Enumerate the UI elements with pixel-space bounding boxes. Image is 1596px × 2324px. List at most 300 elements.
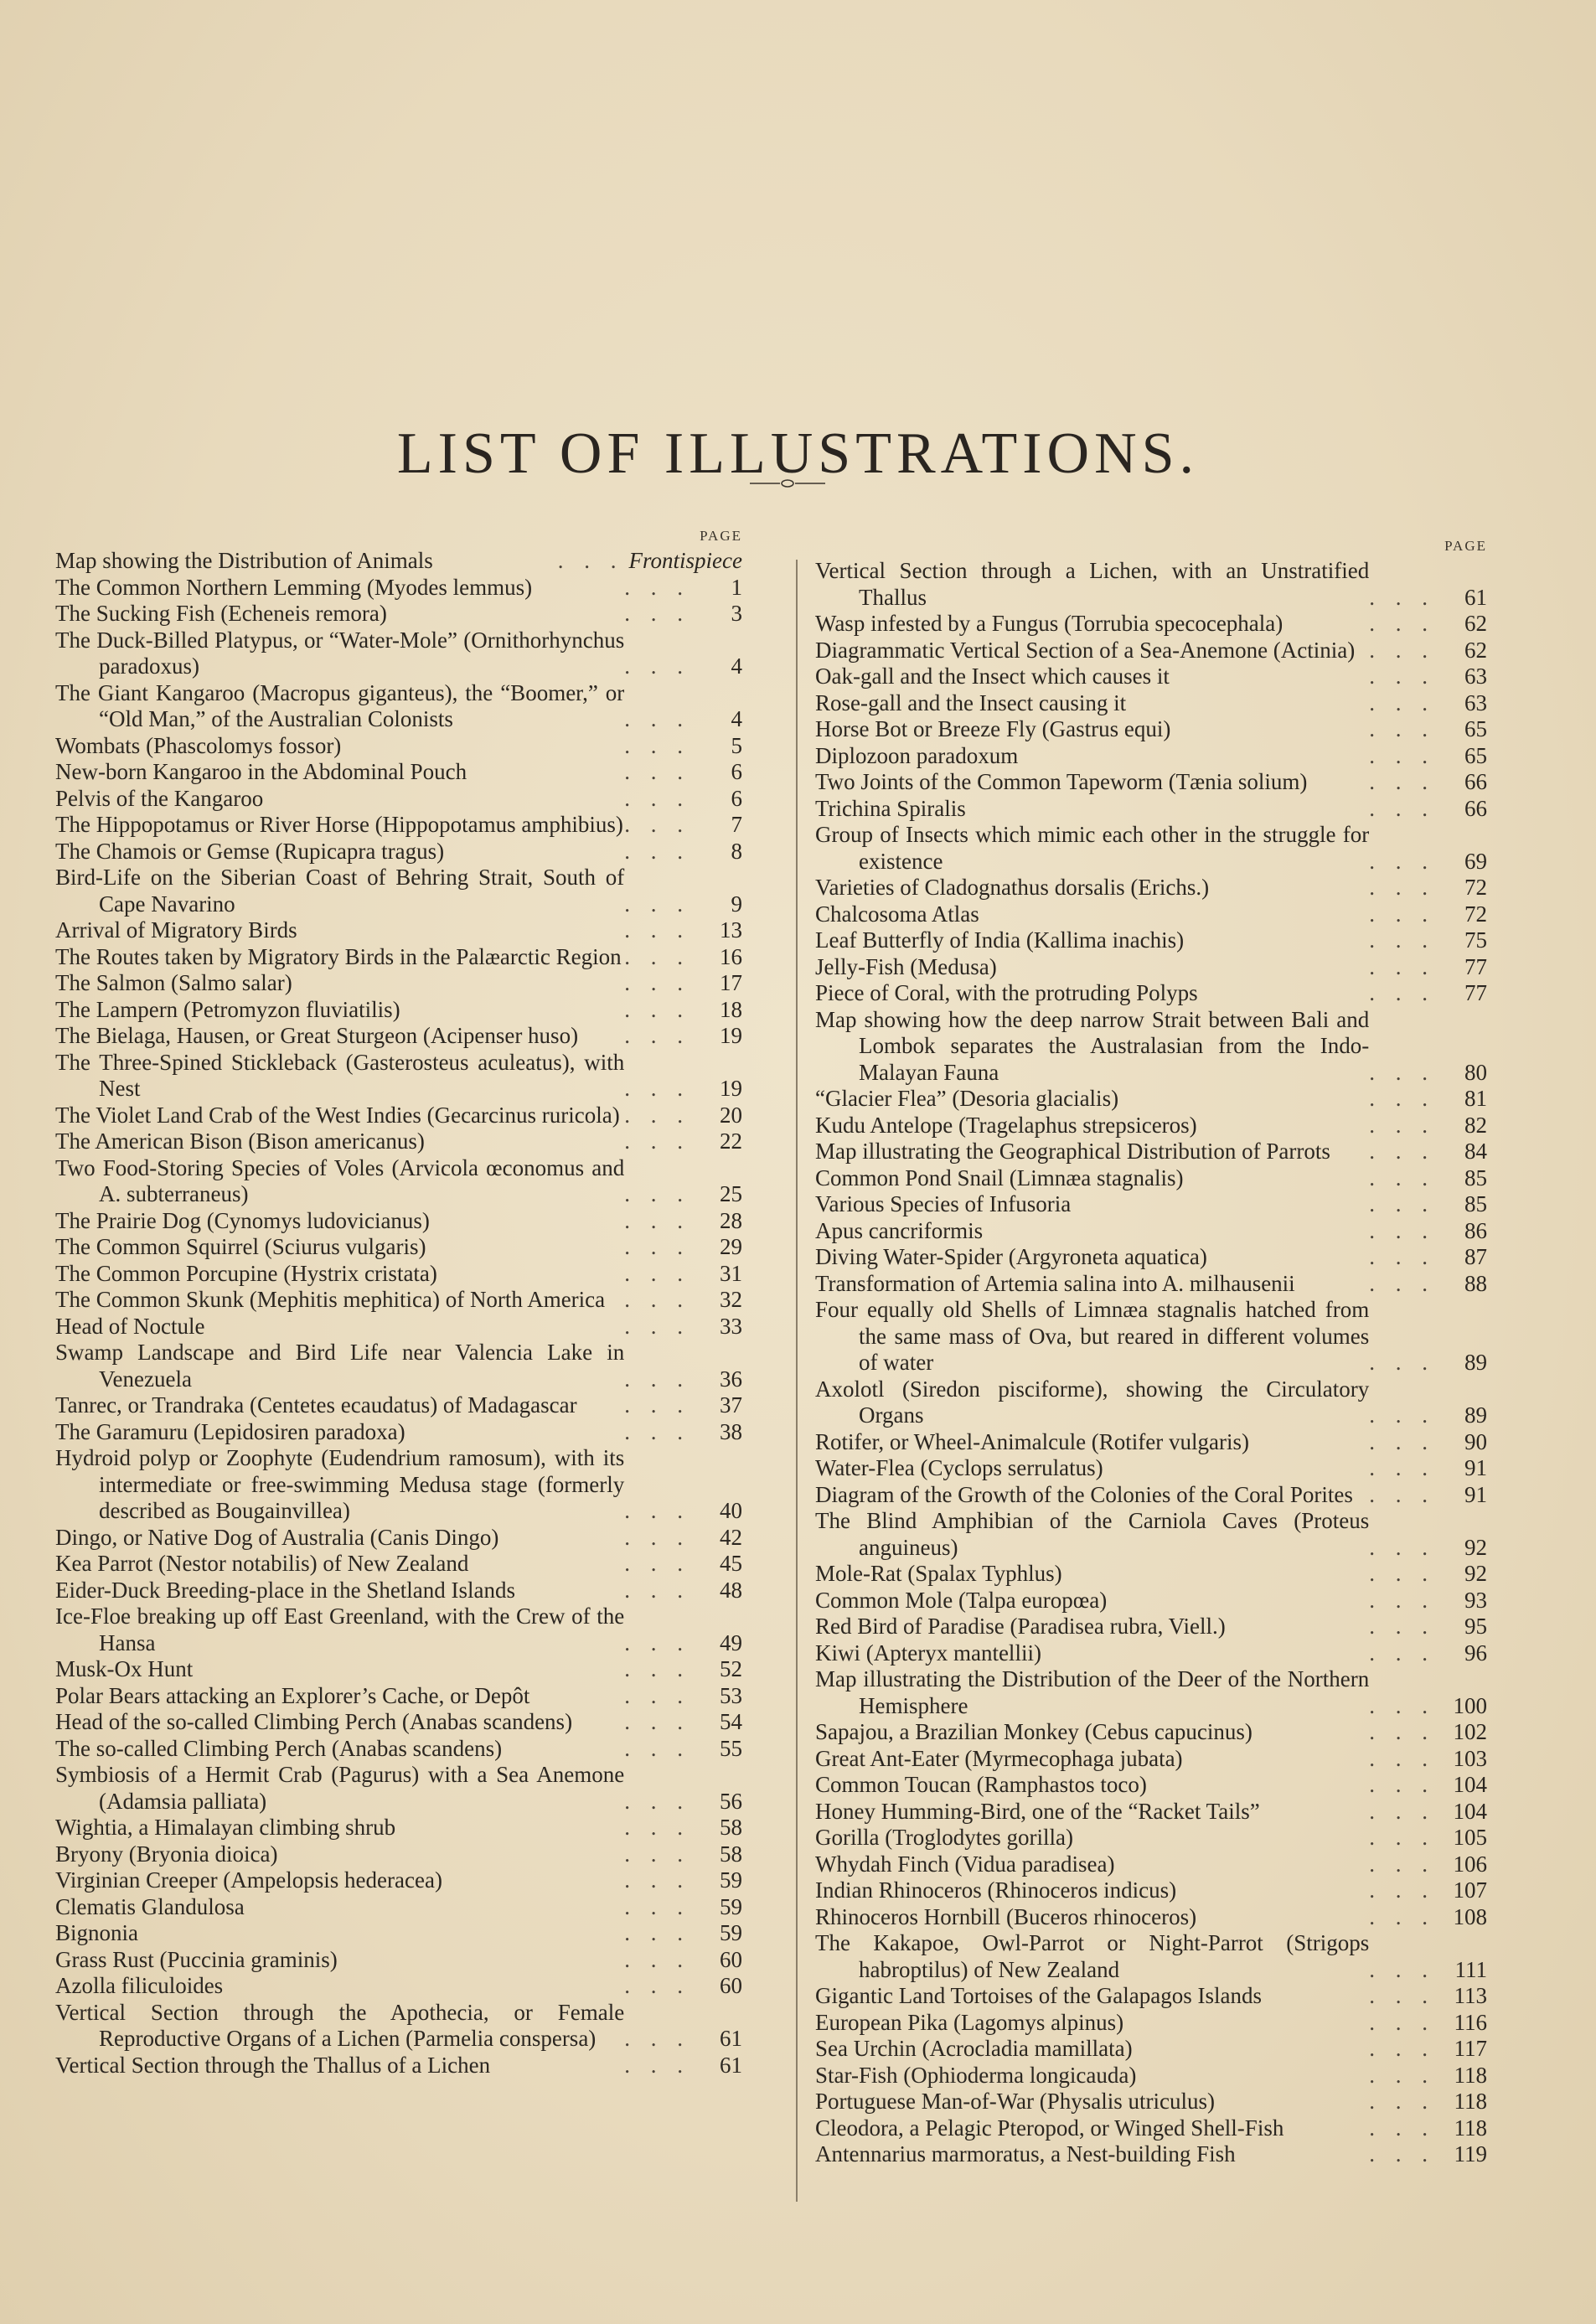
list-item bbox=[815, 743, 1487, 770]
page-number: 65 bbox=[1464, 742, 1487, 768]
list-item bbox=[815, 1429, 1487, 1456]
page-number: 55 bbox=[720, 1735, 742, 1761]
leader-dots: . . . bbox=[1369, 2115, 1435, 2141]
entry-title: Map showing the Distribution of Animals bbox=[55, 548, 433, 573]
page-number: 75 bbox=[1464, 927, 1487, 953]
list-item bbox=[815, 1877, 1487, 1904]
list-item bbox=[55, 1894, 742, 1921]
list-item bbox=[815, 558, 1487, 611]
list-item bbox=[815, 769, 1487, 796]
leader-dots: . . . bbox=[1369, 1059, 1435, 1085]
list-item bbox=[815, 1614, 1487, 1640]
list-item bbox=[55, 1287, 742, 1314]
page-number: 28 bbox=[720, 1207, 742, 1233]
entry-title: Bignonia bbox=[55, 1920, 138, 1945]
leader-dots: . . . bbox=[624, 1867, 690, 1893]
list-item bbox=[815, 1139, 1487, 1165]
page-number: 4 bbox=[731, 653, 742, 679]
entry-title: Vertical Section through the Apothecia, or Female Reproductive Organs of a Lichen (Parmelia conspersa) bbox=[55, 1999, 625, 2051]
entry-title: Piece of Coral, with the protruding Polyps bbox=[815, 980, 1198, 1005]
page-column-header: PAGE bbox=[1444, 538, 1487, 554]
list-item bbox=[815, 611, 1487, 638]
entry-title: The Lampern (Petromyzon fluviatilis) bbox=[55, 996, 400, 1022]
list-item bbox=[55, 680, 742, 733]
leader-dots: . . . bbox=[624, 1682, 690, 1708]
page-number: 92 bbox=[1464, 1534, 1487, 1560]
leader-dots: . . . bbox=[1369, 1350, 1435, 1375]
page-number: 85 bbox=[1464, 1165, 1487, 1190]
leader-dots: . . . bbox=[624, 1102, 690, 1128]
page-number: 92 bbox=[1464, 1561, 1487, 1586]
leader-dots: . . . bbox=[1369, 1614, 1435, 1639]
entry-title: Antennarius marmoratus, a Nest-building Fish bbox=[815, 2141, 1236, 2166]
leader-dots: . . . bbox=[1369, 1587, 1435, 1613]
page-number: 82 bbox=[1464, 1112, 1487, 1138]
list-item bbox=[55, 1392, 742, 1419]
entry-title: Cleodora, a Pelagic Pteropod, or Winged Shell-Fish bbox=[815, 2115, 1284, 2141]
page-number: 45 bbox=[720, 1551, 742, 1576]
leader-dots: . . . bbox=[1369, 689, 1435, 715]
entry-title: Four equally old Shells of Limnæa stagnalis hatched from the same mass of Ova, but reared in different volumes of water bbox=[815, 1297, 1370, 1375]
entry-title: Water-Flea (Cyclops serrulatus) bbox=[815, 1455, 1103, 1480]
entry-title: The Giant Kangaroo (Macropus giganteus), the “Boomer,” or “Old Man,” of the Australian Colonists bbox=[55, 679, 625, 731]
entry-title: The Kakapoe, Owl-Parrot or Night-Parrot (Strigops habroptilus) of New Zealand bbox=[815, 1930, 1370, 1982]
page-number: 100 bbox=[1453, 1692, 1487, 1718]
entry-title: Common Toucan (Ramphastos toco) bbox=[815, 1772, 1147, 1797]
leader-dots: . . . bbox=[1369, 769, 1435, 794]
leader-dots: . . . bbox=[1369, 611, 1435, 636]
entry-title: Map illustrating the Distribution of the Deer of the Northern Hemisphere bbox=[815, 1666, 1370, 1718]
leader-dots: . . . bbox=[624, 943, 690, 969]
list-item bbox=[55, 1551, 742, 1578]
entry-title: Common Mole (Talpa europœa) bbox=[815, 1587, 1108, 1613]
page-number: 20 bbox=[720, 1102, 742, 1128]
entry-title: Portuguese Man-of-War (Physalis utriculus) bbox=[815, 2089, 1215, 2114]
list-item bbox=[55, 1683, 742, 1710]
entry-title: Diving Water-Spider (Argyroneta aquatica) bbox=[815, 1244, 1207, 1269]
page-number: 36 bbox=[720, 1366, 742, 1392]
entry-title: Various Species of Infusoria bbox=[815, 1191, 1072, 1216]
list-item bbox=[55, 733, 742, 760]
leader-dots: . . . bbox=[1369, 875, 1435, 900]
page-number: 89 bbox=[1464, 1402, 1487, 1428]
page-number: 72 bbox=[1464, 901, 1487, 927]
entry-title: Clematis Glandulosa bbox=[55, 1893, 245, 1919]
page-title: LIST OF ILLUSTRATIONS. bbox=[396, 421, 1200, 486]
list-item bbox=[815, 1772, 1487, 1799]
list-item bbox=[815, 1455, 1487, 1482]
entry-title: Varieties of Cladognathus dorsalis (Erichs.) bbox=[815, 875, 1210, 900]
page-number: 60 bbox=[720, 1946, 742, 1972]
page-number: 22 bbox=[720, 1128, 742, 1154]
list-item bbox=[55, 786, 742, 813]
list-item bbox=[55, 1128, 742, 1155]
list-item bbox=[815, 2115, 1487, 2142]
list-item bbox=[55, 1815, 742, 1841]
entry-title: Tanrec, or Trandraka (Centetes ecaudatus) of Madagascar bbox=[55, 1392, 577, 1418]
page-number: 4 bbox=[731, 706, 742, 731]
leader-dots: . . . bbox=[1369, 848, 1435, 874]
entry-title: Trichina Spiralis bbox=[815, 795, 966, 821]
leader-dots: . . . bbox=[624, 653, 690, 679]
list-item bbox=[815, 1482, 1487, 1509]
list-item bbox=[55, 1525, 742, 1552]
entry-title: Oak-gall and the Insect which causes it bbox=[815, 664, 1170, 689]
leader-dots: . . . bbox=[1369, 1481, 1435, 1507]
list-item bbox=[55, 839, 742, 865]
leader-dots: . . . bbox=[624, 1946, 690, 1972]
page-number: 65 bbox=[1464, 716, 1487, 741]
leader-dots: . . . bbox=[624, 1656, 690, 1681]
entry-title: Jelly-Fish (Medusa) bbox=[815, 953, 997, 979]
page-number: 18 bbox=[720, 996, 742, 1022]
page-number: 102 bbox=[1453, 1719, 1487, 1744]
page-number: 33 bbox=[720, 1313, 742, 1339]
entry-title: Horse Bot or Breeze Fly (Gastrus equi) bbox=[815, 716, 1171, 741]
entry-title: Star-Fish (Ophioderma longicauda) bbox=[815, 2062, 1137, 2088]
page-number: 88 bbox=[1464, 1270, 1487, 1296]
leader-dots: . . . bbox=[1369, 1244, 1435, 1269]
list-item bbox=[55, 1762, 742, 1815]
title-ornament-icon bbox=[750, 478, 825, 489]
entry-title: Head of Noctule bbox=[55, 1313, 205, 1339]
page-number: 96 bbox=[1464, 1640, 1487, 1666]
list-item bbox=[55, 2000, 742, 2053]
leader-dots: . . . bbox=[1369, 1640, 1435, 1666]
leader-dots: . . . bbox=[624, 2026, 690, 2051]
leader-dots: . . . bbox=[1369, 953, 1435, 979]
leader-dots: . . . bbox=[1369, 1217, 1435, 1243]
entry-title: Gorilla (Troglodytes gorilla) bbox=[815, 1825, 1073, 1850]
page-number: 25 bbox=[720, 1181, 742, 1206]
leader-dots: . . . bbox=[1369, 664, 1435, 689]
leader-dots: . . . bbox=[1369, 1270, 1435, 1296]
leader-dots: . . . bbox=[624, 996, 690, 1022]
page-number: 63 bbox=[1464, 689, 1487, 715]
entry-title: The Three-Spined Stickleback (Gasterosteus aculeatus), with Nest bbox=[55, 1049, 625, 1101]
entry-title: The Duck-Billed Platypus, or “Water-Mole” (Ornithorhynchus paradoxus) bbox=[55, 627, 625, 679]
entry-title: The Garamuru (Lepidosiren paradoxa) bbox=[55, 1418, 405, 1444]
leader-dots: . . . bbox=[624, 1207, 690, 1233]
list-item bbox=[55, 865, 742, 917]
entry-title: European Pika (Lagomys alpinus) bbox=[815, 2009, 1124, 2035]
page-number: 19 bbox=[720, 1023, 742, 1048]
entry-title: The Common Skunk (Mephitis mephitica) of North America bbox=[55, 1287, 606, 1312]
list-item bbox=[55, 1103, 742, 1129]
page-number: 117 bbox=[1454, 2036, 1487, 2061]
page-number: 107 bbox=[1453, 1877, 1487, 1903]
entry-title: Indian Rhinoceros (Rhinoceros indicus) bbox=[815, 1877, 1177, 1903]
entry-title: Two Joints of the Common Tapeworm (Tænia solium) bbox=[815, 769, 1308, 794]
entry-title: New-born Kangaroo in the Abdominal Pouch bbox=[55, 759, 467, 784]
page-number: 84 bbox=[1464, 1139, 1487, 1164]
leader-dots: . . . bbox=[624, 2052, 690, 2078]
list-item bbox=[55, 1947, 742, 1974]
list-item bbox=[815, 1376, 1487, 1429]
list-item bbox=[815, 1930, 1487, 1983]
entry-title: The Common Northern Lemming (Myodes lemmus) bbox=[55, 574, 533, 600]
entry-title: Kudu Antelope (Tragelaphus strepsiceros) bbox=[815, 1112, 1197, 1138]
page-number: 66 bbox=[1464, 769, 1487, 794]
leader-dots: . . . bbox=[1369, 1983, 1435, 2008]
entry-title: Gigantic Land Tortoises of the Galapagos Islands bbox=[815, 1983, 1262, 2008]
list-item bbox=[815, 954, 1487, 981]
page-number: 106 bbox=[1453, 1851, 1487, 1877]
page-number: 104 bbox=[1453, 1772, 1487, 1797]
page-number: 103 bbox=[1453, 1745, 1487, 1771]
page-number: 61 bbox=[1464, 584, 1487, 610]
entry-title: Hydroid polyp or Zoophyte (Eudendrium ramosum), with its intermediate or free-swimming Medusa stage (formerly described as Bougainvillea) bbox=[55, 1445, 625, 1523]
page-number: 54 bbox=[720, 1709, 742, 1734]
leader-dots: . . . bbox=[624, 1577, 690, 1603]
entry-title: Ice-Floe breaking up off East Greenland, with the Crew of the Hansa bbox=[55, 1604, 625, 1655]
page-number: 111 bbox=[1454, 1956, 1487, 1982]
list-item bbox=[815, 875, 1487, 901]
leader-dots: . . . bbox=[1369, 1428, 1435, 1454]
entry-title: Map showing how the deep narrow Strait between Bali and Lombok separates the Australasian from the Indo-Malayan Fauna bbox=[815, 1006, 1370, 1085]
page-number: 19 bbox=[720, 1076, 742, 1101]
entry-title: The Hippopotamus or River Horse (Hippopotamus amphibius) bbox=[55, 812, 623, 837]
entry-title: Mole-Rat (Spalax Typhlus) bbox=[815, 1561, 1062, 1586]
entry-title: The Violet Land Crab of the West Indies (Gecarcinus ruricola) bbox=[55, 1102, 620, 1128]
leader-dots: . . . bbox=[624, 1287, 690, 1312]
page-number: 108 bbox=[1453, 1903, 1487, 1929]
list-item bbox=[815, 822, 1487, 875]
page-number: 80 bbox=[1464, 1059, 1487, 1085]
leader-dots: . . . bbox=[624, 1920, 690, 1945]
entry-title: Sapajou, a Brazilian Monkey (Cebus capucinus) bbox=[815, 1719, 1253, 1744]
list-item bbox=[55, 2053, 742, 2079]
entry-title: Symbiosis of a Hermit Crab (Pagurus) with a Sea Anemone (Adamsia palliata) bbox=[55, 1762, 625, 1814]
page-number: 3 bbox=[731, 601, 742, 626]
page-number: 32 bbox=[720, 1287, 742, 1312]
leader-dots: . . . bbox=[624, 1418, 690, 1444]
list-item bbox=[815, 1191, 1487, 1218]
page-number: 118 bbox=[1454, 2115, 1487, 2141]
entry-title: Bryony (Bryonia dioica) bbox=[55, 1841, 278, 1867]
page-number: 81 bbox=[1464, 1086, 1487, 1111]
leader-dots: . . . bbox=[624, 1893, 690, 1919]
list-item bbox=[815, 1561, 1487, 1588]
entry-title: Diagrammatic Vertical Section of a Sea-Anemone (Actinia) bbox=[815, 637, 1356, 663]
leader-dots: . . . bbox=[624, 1524, 690, 1550]
entry-title: The Bielaga, Hausen, or Great Sturgeon (Acipenser huso) bbox=[55, 1023, 579, 1048]
list-item bbox=[815, 1719, 1487, 1746]
leader-dots: . . . bbox=[1369, 1402, 1435, 1428]
entry-title: Musk-Ox Hunt bbox=[55, 1656, 194, 1681]
list-item bbox=[815, 1086, 1487, 1113]
list-item bbox=[815, 901, 1487, 928]
page-number: 8 bbox=[731, 838, 742, 864]
entry-title: Chalcosoma Atlas bbox=[815, 901, 979, 927]
leader-dots: . . . bbox=[1369, 1534, 1435, 1560]
list-item bbox=[815, 1113, 1487, 1139]
leader-dots: . . . bbox=[624, 1366, 690, 1392]
entry-title: Great Ant-Eater (Myrmecophaga jubata) bbox=[815, 1745, 1183, 1771]
leader-dots: . . . bbox=[1369, 637, 1435, 663]
page-number: 113 bbox=[1454, 1983, 1487, 2008]
page-number: 60 bbox=[720, 1973, 742, 1998]
list-item bbox=[55, 1656, 742, 1683]
page-number: 104 bbox=[1453, 1798, 1487, 1824]
page-number: 59 bbox=[720, 1920, 742, 1945]
leader-dots: . . . bbox=[1369, 1825, 1435, 1850]
page-number: 105 bbox=[1453, 1825, 1487, 1850]
leader-dots: . . . bbox=[624, 1234, 690, 1259]
leader-dots: . . . bbox=[1369, 742, 1435, 768]
page-number: 62 bbox=[1464, 637, 1487, 663]
entry-title: Eider-Duck Breeding-place in the Shetland Islands bbox=[55, 1577, 516, 1603]
leader-dots: . . . bbox=[624, 1392, 690, 1418]
entry-title: Common Pond Snail (Limnæa stagnalis) bbox=[815, 1165, 1184, 1190]
leader-dots: . . . bbox=[624, 1841, 690, 1867]
page-number: 118 bbox=[1454, 2062, 1487, 2088]
entry-title: The Sucking Fish (Echeneis remora) bbox=[55, 601, 387, 626]
entry-title: Virginian Creeper (Ampelopsis hederacea) bbox=[55, 1867, 442, 1893]
page-number: 91 bbox=[1464, 1481, 1487, 1507]
leader-dots: . . . bbox=[624, 1313, 690, 1339]
list-item bbox=[815, 2010, 1487, 2037]
list-item bbox=[815, 1825, 1487, 1851]
page-number: 89 bbox=[1464, 1350, 1487, 1375]
entry-title: Vertical Section through the Thallus of a Lichen bbox=[55, 2052, 491, 2078]
list-item bbox=[815, 1244, 1487, 1271]
list-item bbox=[55, 1155, 742, 1208]
entry-title: Rose-gall and the Insect causing it bbox=[815, 689, 1127, 715]
leader-dots: . . . bbox=[624, 1551, 690, 1576]
page-number: 87 bbox=[1464, 1244, 1487, 1269]
leader-dots: . . . bbox=[1369, 1561, 1435, 1586]
page-number: 58 bbox=[720, 1841, 742, 1867]
leader-dots: . . . bbox=[624, 1076, 690, 1101]
page-number: 66 bbox=[1464, 795, 1487, 821]
entry-title: The Blind Amphibian of the Carniola Caves (Proteus anguineus) bbox=[815, 1508, 1370, 1560]
entry-title: The Routes taken by Migratory Birds in the Palæarctic Region bbox=[55, 943, 622, 969]
entry-title: Transformation of Artemia salina into A. milhausenii bbox=[815, 1270, 1295, 1296]
page-number: 77 bbox=[1464, 980, 1487, 1005]
entry-title: Group of Insects which mimic each other in the struggle for existence bbox=[815, 822, 1370, 874]
entry-title: “Glacier Flea” (Desoria glacialis) bbox=[815, 1086, 1119, 1111]
page-number: 52 bbox=[720, 1656, 742, 1681]
page-number: 118 bbox=[1454, 2089, 1487, 2114]
leader-dots: . . . bbox=[1369, 584, 1435, 610]
list-item bbox=[815, 1904, 1487, 1931]
list-item bbox=[55, 1419, 742, 1446]
entry-title: Pelvis of the Kangaroo bbox=[55, 785, 264, 811]
entry-title: Vertical Section through a Lichen, with an Unstratified Thallus bbox=[815, 558, 1370, 610]
page-number: 116 bbox=[1454, 2009, 1487, 2035]
leader-dots: . . . bbox=[1369, 927, 1435, 953]
page-number: 72 bbox=[1464, 875, 1487, 900]
list-item bbox=[55, 548, 742, 575]
leader-dots: . . . bbox=[1369, 1798, 1435, 1824]
list-item bbox=[815, 1851, 1487, 1878]
page-number: 49 bbox=[720, 1629, 742, 1655]
page-number: 5 bbox=[731, 732, 742, 758]
entry-title: Rotifer, or Wheel-Animalcule (Rotifer vulgaris) bbox=[815, 1428, 1249, 1454]
entry-title: The Chamois or Gemse (Rupicapra tragus) bbox=[55, 838, 445, 864]
entry-title: Axolotl (Siredon pisciforme), showing the Circulatory Organs bbox=[815, 1376, 1370, 1428]
leader-dots: . . . bbox=[624, 1709, 690, 1734]
list-item bbox=[815, 716, 1487, 743]
entry-title: Azolla filiculoides bbox=[55, 1973, 224, 1998]
leader-dots: . . . bbox=[624, 838, 690, 864]
list-item bbox=[815, 1297, 1487, 1376]
entry-title: Map illustrating the Geographical Distribution of Parrots bbox=[815, 1139, 1330, 1164]
entry-title: Grass Rust (Puccinia graminis) bbox=[55, 1946, 338, 1972]
entry-title: Wasp infested by a Fungus (Torrubia specocephala) bbox=[815, 611, 1284, 636]
list-item bbox=[815, 2089, 1487, 2115]
entry-title: Whydah Finch (Vidua paradisea) bbox=[815, 1851, 1115, 1877]
list-item bbox=[55, 1578, 742, 1604]
leader-dots: . . . bbox=[624, 1973, 690, 1998]
list-item bbox=[55, 1023, 742, 1050]
page-number: 17 bbox=[720, 970, 742, 995]
list-item bbox=[55, 1867, 742, 1894]
page-number: 6 bbox=[731, 759, 742, 784]
leader-dots: . . . bbox=[1369, 980, 1435, 1005]
page-number: 93 bbox=[1464, 1587, 1487, 1613]
leader-dots: . . . bbox=[1369, 1086, 1435, 1111]
leader-dots: . . . bbox=[624, 917, 690, 943]
page-number: 77 bbox=[1464, 953, 1487, 979]
list-item bbox=[55, 1604, 742, 1656]
leader-dots: . . . bbox=[1369, 2141, 1435, 2166]
leader-dots: . . . bbox=[1369, 716, 1435, 741]
entry-title: Arrival of Migratory Birds bbox=[55, 917, 297, 943]
list-item bbox=[55, 970, 742, 997]
leader-dots: . . . bbox=[1369, 2062, 1435, 2088]
list-item bbox=[55, 1261, 742, 1288]
list-item bbox=[55, 1234, 742, 1261]
list-item bbox=[55, 917, 742, 944]
leader-dots: . . . bbox=[1369, 1139, 1435, 1164]
list-item bbox=[55, 1709, 742, 1736]
entry-title: Sea Urchin (Acrocladia mamillata) bbox=[815, 2036, 1133, 2061]
entry-title: Two Food-Storing Species of Voles (Arvicola œconomus and A. subterraneus) bbox=[55, 1154, 625, 1206]
page-number: 6 bbox=[731, 785, 742, 811]
entry-title: The Common Squirrel (Sciurus vulgaris) bbox=[55, 1234, 426, 1259]
entry-title: The Common Porcupine (Hystrix cristata) bbox=[55, 1260, 437, 1286]
leader-dots: . . . bbox=[624, 1629, 690, 1655]
list-item bbox=[55, 1050, 742, 1103]
page-number: 91 bbox=[1464, 1455, 1487, 1480]
page-number: 16 bbox=[720, 943, 742, 969]
page-number: 63 bbox=[1464, 664, 1487, 689]
leader-dots: . . . bbox=[624, 1735, 690, 1761]
entry-title: The American Bison (Bison americanus) bbox=[55, 1128, 425, 1154]
page-number: 85 bbox=[1464, 1191, 1487, 1216]
entry-title: The Salmon (Salmo salar) bbox=[55, 970, 292, 995]
leader-dots: . . . bbox=[1369, 1772, 1435, 1797]
page-number: 29 bbox=[720, 1234, 742, 1259]
entry-title: Bird-Life on the Siberian Coast of Behring Strait, South of Cape Navarino bbox=[55, 865, 625, 917]
list-item bbox=[815, 1165, 1487, 1192]
entry-title: The Prairie Dog (Cynomys ludovicianus) bbox=[55, 1207, 430, 1233]
page-number: 59 bbox=[720, 1867, 742, 1893]
page-number: 69 bbox=[1464, 848, 1487, 874]
page-number: 13 bbox=[720, 917, 742, 943]
list-item bbox=[815, 2036, 1487, 2063]
leader-dots: . . . bbox=[1369, 1903, 1435, 1929]
entry-title: Rhinoceros Hornbill (Buceros rhinoceros) bbox=[815, 1903, 1197, 1929]
leader-dots: . . . bbox=[624, 785, 690, 811]
leader-dots: . . . bbox=[624, 601, 690, 626]
list-item bbox=[55, 997, 742, 1024]
page-number: 7 bbox=[731, 812, 742, 837]
leader-dots: . . . bbox=[624, 970, 690, 995]
list-item bbox=[815, 1640, 1487, 1667]
